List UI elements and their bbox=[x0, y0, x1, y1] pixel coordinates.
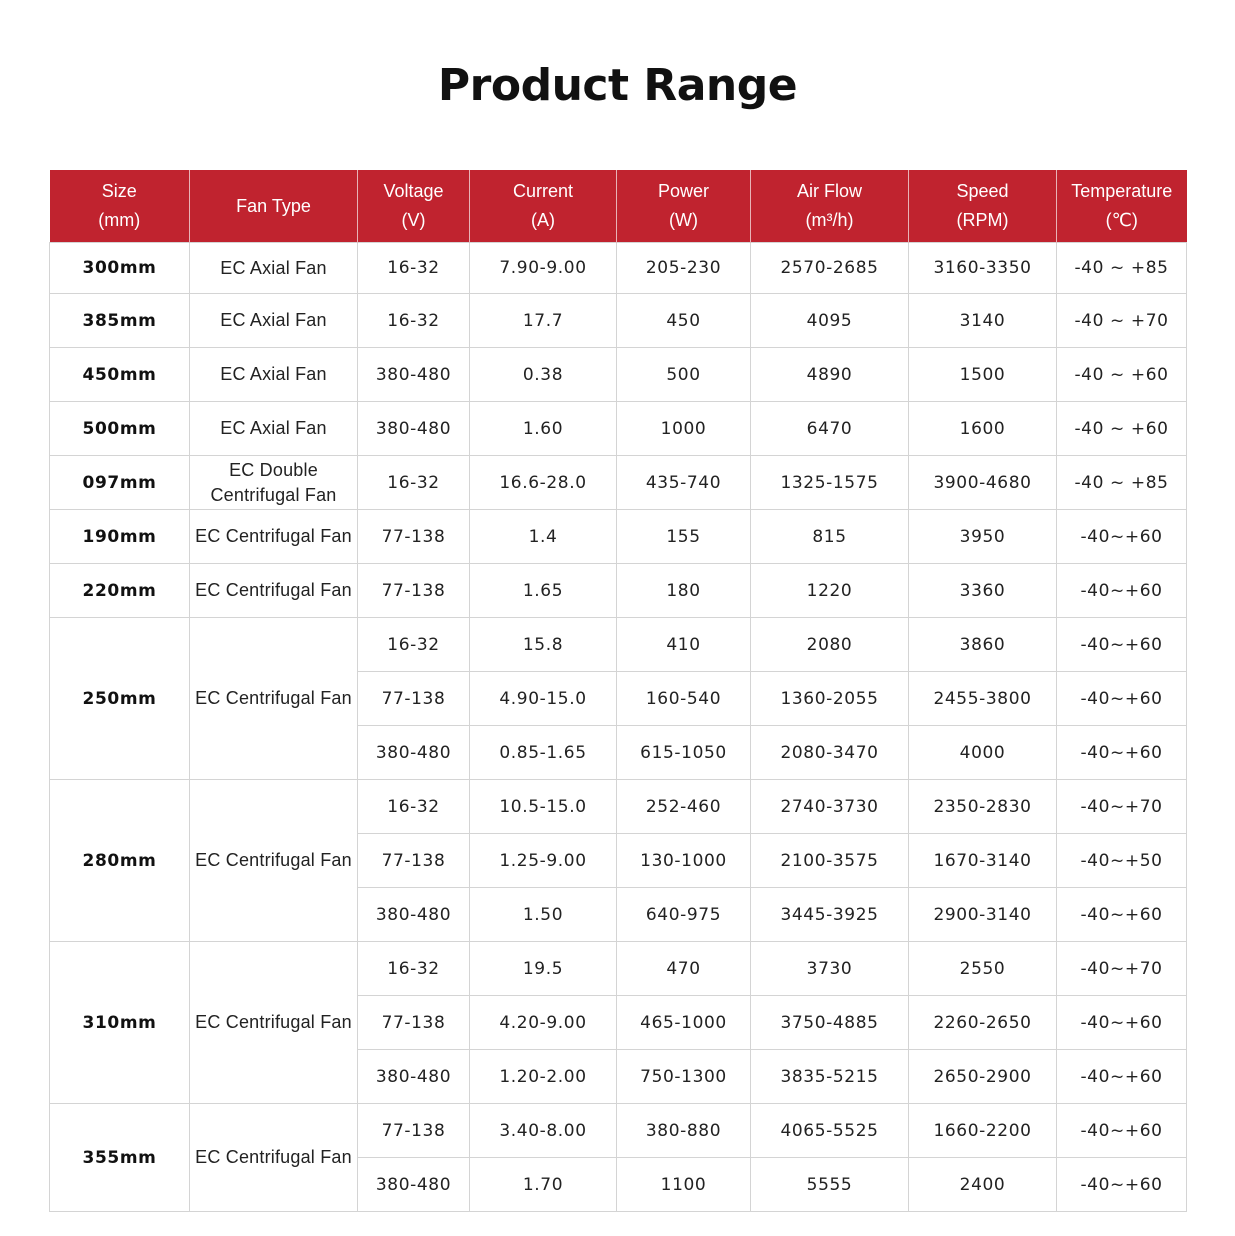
speed-cell: 2455-3800 bbox=[909, 672, 1057, 726]
header-label: Temperature bbox=[1071, 181, 1173, 201]
airflow-cell: 4095 bbox=[751, 294, 909, 348]
current-cell: 15.8 bbox=[470, 618, 617, 672]
speed-cell: 3900-4680 bbox=[909, 456, 1057, 510]
current-cell: 1.70 bbox=[470, 1158, 617, 1212]
temperature-cell: -40~+70 bbox=[1057, 780, 1187, 834]
temperature-cell: -40~+60 bbox=[1057, 510, 1187, 564]
temperature-cell: -40~+60 bbox=[1057, 1158, 1187, 1212]
fan-type-cell: EC Centrifugal Fan bbox=[190, 942, 358, 1104]
fan-type-cell bbox=[190, 456, 358, 510]
temperature-cell: -40~+60 bbox=[1057, 996, 1187, 1050]
power-cell: 130-1000 bbox=[617, 834, 751, 888]
fan-type-cell: EC Axial Fan bbox=[190, 243, 358, 294]
header-row bbox=[50, 170, 1187, 243]
header-label: Fan Type bbox=[236, 195, 311, 216]
power-cell: 465-1000 bbox=[617, 996, 751, 1050]
airflow-cell: 2100-3575 bbox=[751, 834, 909, 888]
airflow-cell: 1325-1575 bbox=[751, 456, 909, 510]
temperature-cell: -40~+60 bbox=[1057, 726, 1187, 780]
table-row bbox=[50, 510, 1187, 564]
voltage-cell: 380-480 bbox=[358, 402, 470, 456]
speed-cell: 4000 bbox=[909, 726, 1057, 780]
voltage-cell: 16-32 bbox=[358, 942, 470, 996]
current-cell: 1.65 bbox=[470, 564, 617, 618]
speed-cell: 2550 bbox=[909, 942, 1057, 996]
size-cell: 310mm bbox=[50, 942, 190, 1104]
voltage-cell: 16-32 bbox=[358, 456, 470, 510]
airflow-cell: 815 bbox=[751, 510, 909, 564]
speed-cell: 1600 bbox=[909, 402, 1057, 456]
current-cell: 3.40-8.00 bbox=[470, 1104, 617, 1158]
airflow-cell: 4065-5525 bbox=[751, 1104, 909, 1158]
table-row bbox=[50, 1104, 1187, 1158]
airflow-cell: 2740-3730 bbox=[751, 780, 909, 834]
size-cell: 300mm bbox=[50, 243, 190, 294]
voltage-cell: 77-138 bbox=[358, 1104, 470, 1158]
temperature-cell: -40 ~ +60 bbox=[1057, 402, 1187, 456]
header-unit: (V) bbox=[401, 210, 426, 230]
airflow-cell: 2080 bbox=[751, 618, 909, 672]
voltage-cell: 77-138 bbox=[358, 834, 470, 888]
power-cell: 1000 bbox=[617, 402, 751, 456]
temperature-cell: -40~+60 bbox=[1057, 888, 1187, 942]
power-cell: 180 bbox=[617, 564, 751, 618]
current-cell: 10.5-15.0 bbox=[470, 780, 617, 834]
speed-cell: 1670-3140 bbox=[909, 834, 1057, 888]
voltage-cell: 16-32 bbox=[358, 618, 470, 672]
table-row bbox=[50, 243, 1187, 294]
power-cell: 435-740 bbox=[617, 456, 751, 510]
voltage-cell: 16-32 bbox=[358, 780, 470, 834]
speed-cell: 2260-2650 bbox=[909, 996, 1057, 1050]
fan-type-cell: EC Centrifugal Fan bbox=[190, 1104, 358, 1212]
voltage-cell: 77-138 bbox=[358, 672, 470, 726]
power-cell: 500 bbox=[617, 348, 751, 402]
speed-cell: 3950 bbox=[909, 510, 1057, 564]
temperature-cell: -40 ~ +85 bbox=[1057, 456, 1187, 510]
size-cell: 280mm bbox=[50, 780, 190, 942]
table-row bbox=[50, 942, 1187, 996]
header-voltage bbox=[358, 170, 470, 243]
current-cell: 17.7 bbox=[470, 294, 617, 348]
table-row bbox=[50, 564, 1187, 618]
voltage-cell: 77-138 bbox=[358, 564, 470, 618]
header-unit: (℃) bbox=[1105, 210, 1138, 230]
power-cell: 450 bbox=[617, 294, 751, 348]
header-size bbox=[50, 170, 190, 243]
voltage-cell: 380-480 bbox=[358, 726, 470, 780]
airflow-cell: 1360-2055 bbox=[751, 672, 909, 726]
speed-cell: 3360 bbox=[909, 564, 1057, 618]
voltage-cell: 16-32 bbox=[358, 243, 470, 294]
airflow-cell: 2570-2685 bbox=[751, 243, 909, 294]
airflow-cell: 3730 bbox=[751, 942, 909, 996]
fan-type-cell: EC Axial Fan bbox=[190, 348, 358, 402]
fan-type-cell: EC Axial Fan bbox=[190, 294, 358, 348]
power-cell: 155 bbox=[617, 510, 751, 564]
current-cell: 1.4 bbox=[470, 510, 617, 564]
size-cell: 220mm bbox=[50, 564, 190, 618]
current-cell: 0.38 bbox=[470, 348, 617, 402]
current-cell: 1.25-9.00 bbox=[470, 834, 617, 888]
size-cell: 500mm bbox=[50, 402, 190, 456]
table-row bbox=[50, 780, 1187, 834]
header-speed bbox=[909, 170, 1057, 243]
header-unit: (A) bbox=[531, 210, 555, 230]
current-cell: 0.85-1.65 bbox=[470, 726, 617, 780]
voltage-cell: 77-138 bbox=[358, 996, 470, 1050]
speed-cell: 3140 bbox=[909, 294, 1057, 348]
fan-type-cell: EC Centrifugal Fan bbox=[190, 618, 358, 780]
temperature-cell: -40~+60 bbox=[1057, 1050, 1187, 1104]
header-label: Speed bbox=[956, 181, 1009, 201]
header-unit: (mm) bbox=[98, 210, 141, 230]
temperature-cell: -40 ~ +70 bbox=[1057, 294, 1187, 348]
power-cell: 205-230 bbox=[617, 243, 751, 294]
size-cell: 450mm bbox=[50, 348, 190, 402]
current-cell: 4.20-9.00 bbox=[470, 996, 617, 1050]
header-temperature bbox=[1057, 170, 1187, 243]
table-row bbox=[50, 456, 1187, 510]
current-cell: 7.90-9.00 bbox=[470, 243, 617, 294]
power-cell: 640-975 bbox=[617, 888, 751, 942]
size-cell: 250mm bbox=[50, 618, 190, 780]
fan-type-cell: EC Centrifugal Fan bbox=[190, 780, 358, 942]
product-range-table bbox=[49, 170, 1187, 1212]
size-cell: 097mm bbox=[50, 456, 190, 510]
speed-cell: 3160-3350 bbox=[909, 243, 1057, 294]
header-label: Voltage bbox=[383, 181, 444, 201]
temperature-cell: -40~+60 bbox=[1057, 1104, 1187, 1158]
header-label: Size bbox=[101, 181, 137, 201]
header-unit: (RPM) bbox=[956, 210, 1009, 230]
power-cell: 380-880 bbox=[617, 1104, 751, 1158]
voltage-cell: 16-32 bbox=[358, 294, 470, 348]
temperature-cell: -40~+60 bbox=[1057, 618, 1187, 672]
voltage-cell: 380-480 bbox=[358, 888, 470, 942]
speed-cell: 2400 bbox=[909, 1158, 1057, 1212]
voltage-cell: 77-138 bbox=[358, 510, 470, 564]
current-cell: 1.60 bbox=[470, 402, 617, 456]
power-cell: 470 bbox=[617, 942, 751, 996]
current-cell: 1.50 bbox=[470, 888, 617, 942]
airflow-cell: 1220 bbox=[751, 564, 909, 618]
power-cell: 160-540 bbox=[617, 672, 751, 726]
current-cell: 16.6-28.0 bbox=[470, 456, 617, 510]
header-unit: (m³/h) bbox=[805, 210, 854, 230]
speed-cell: 2350-2830 bbox=[909, 780, 1057, 834]
table-row bbox=[50, 348, 1187, 402]
header-air-flow bbox=[751, 170, 909, 243]
speed-cell: 1500 bbox=[909, 348, 1057, 402]
header-power bbox=[617, 170, 751, 243]
airflow-cell: 4890 bbox=[751, 348, 909, 402]
temperature-cell: -40~+60 bbox=[1057, 564, 1187, 618]
airflow-cell: 5555 bbox=[751, 1158, 909, 1212]
power-cell: 615-1050 bbox=[617, 726, 751, 780]
table-row bbox=[50, 402, 1187, 456]
fan-type-cell: EC Centrifugal Fan bbox=[190, 510, 358, 564]
voltage-cell: 380-480 bbox=[358, 1158, 470, 1212]
page-title: Product Range bbox=[437, 60, 798, 111]
airflow-cell: 3750-4885 bbox=[751, 996, 909, 1050]
table-row bbox=[50, 618, 1187, 672]
header-label: Current bbox=[512, 181, 574, 201]
airflow-cell: 3835-5215 bbox=[751, 1050, 909, 1104]
voltage-cell: 380-480 bbox=[358, 348, 470, 402]
table-row bbox=[50, 294, 1187, 348]
speed-cell: 2900-3140 bbox=[909, 888, 1057, 942]
temperature-cell: -40~+70 bbox=[1057, 942, 1187, 996]
temperature-cell: -40~+60 bbox=[1057, 672, 1187, 726]
airflow-cell: 3445-3925 bbox=[751, 888, 909, 942]
current-cell: 4.90-15.0 bbox=[470, 672, 617, 726]
header-fan-type bbox=[190, 170, 358, 243]
fan-type-cell: EC Centrifugal Fan bbox=[190, 564, 358, 618]
fan-type-cell: EC Axial Fan bbox=[190, 402, 358, 456]
temperature-cell: -40~+50 bbox=[1057, 834, 1187, 888]
voltage-cell: 380-480 bbox=[358, 1050, 470, 1104]
current-cell: 19.5 bbox=[470, 942, 617, 996]
speed-cell: 3860 bbox=[909, 618, 1057, 672]
size-cell: 190mm bbox=[50, 510, 190, 564]
power-cell: 252-460 bbox=[617, 780, 751, 834]
header-label: Power bbox=[657, 181, 710, 201]
fan-type-line: EC Double bbox=[229, 459, 318, 480]
header-current bbox=[470, 170, 617, 243]
current-cell: 1.20-2.00 bbox=[470, 1050, 617, 1104]
fan-type-line: Centrifugal Fan bbox=[210, 484, 337, 505]
airflow-cell: 6470 bbox=[751, 402, 909, 456]
speed-cell: 2650-2900 bbox=[909, 1050, 1057, 1104]
power-cell: 1100 bbox=[617, 1158, 751, 1212]
temperature-cell: -40 ~ +60 bbox=[1057, 348, 1187, 402]
size-cell: 355mm bbox=[50, 1104, 190, 1212]
size-cell: 385mm bbox=[50, 294, 190, 348]
power-cell: 750-1300 bbox=[617, 1050, 751, 1104]
speed-cell: 1660-2200 bbox=[909, 1104, 1057, 1158]
header-label: Air Flow bbox=[796, 181, 862, 201]
power-cell: 410 bbox=[617, 618, 751, 672]
header-unit: (W) bbox=[669, 210, 698, 230]
temperature-cell: -40 ~ +85 bbox=[1057, 243, 1187, 294]
airflow-cell: 2080-3470 bbox=[751, 726, 909, 780]
